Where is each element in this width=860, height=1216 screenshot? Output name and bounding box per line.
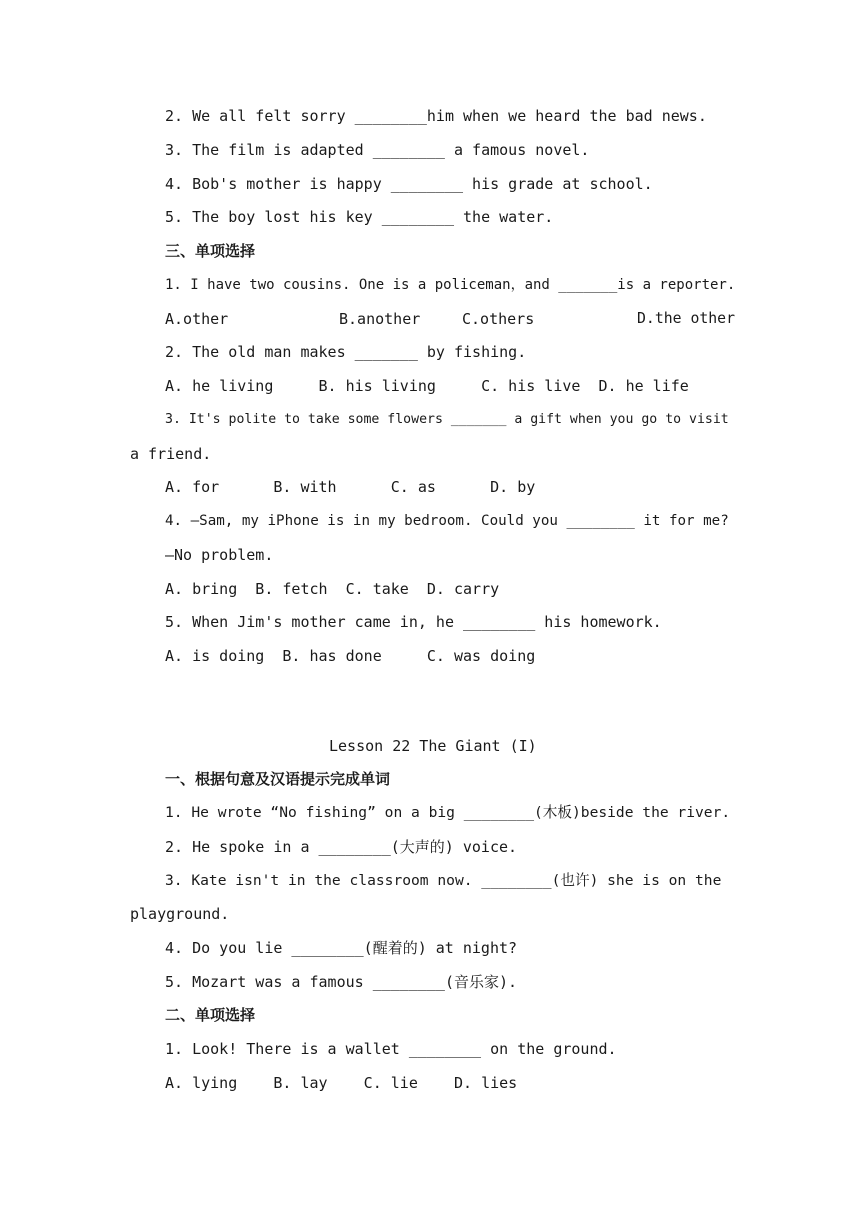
q1-option-d: D.the other [637, 310, 735, 327]
question-4-line-1: 4. —Sam, my iPhone is in my bedroom. Could you ________ it for me? [165, 513, 729, 529]
fill-in-line-3: 3. The film is adapted ________ a famous novel. [165, 141, 590, 159]
fill-in-line-4: 4. Bob's mother is happy ________ his grade at school. [165, 175, 653, 193]
section-heading-word-completion: 一、根据句意及汉语提示完成单词 [165, 770, 391, 788]
question-5: 5. When Jim's mother came in, he ________ his homework. [165, 613, 662, 631]
choice-question-1-options: A. lying B. lay C. lie D. lies [165, 1074, 518, 1092]
section-heading-multiple-choice: 三、单项选择 [165, 242, 256, 260]
choice-question-1: 1. Look! There is a wallet ________ on the ground. [165, 1040, 617, 1058]
question-3-line-2: a friend. [130, 445, 212, 463]
q1-option-c: C.others [462, 310, 535, 328]
q1-option-b: B.another [339, 310, 421, 328]
word-question-5: 5. Mozart was a famous ________(音乐家). [165, 973, 518, 991]
q5-options: A. is doing B. has done C. was doing [165, 647, 536, 665]
question-3-line-1: 3. It's polite to take some flowers _______ a gift when you go to visit [165, 412, 729, 427]
lesson-title: Lesson 22 The Giant (I) [329, 737, 537, 755]
fill-in-line-5: 5. The boy lost his key ________ the water. [165, 208, 554, 226]
word-question-2: 2. He spoke in a ________(大声的) voice. [165, 838, 518, 856]
word-question-1: 1. He wrote “No fishing” on a big ________(木板)beside the river. [165, 804, 731, 821]
question-2: 2. The old man makes _______ by fishing. [165, 343, 527, 361]
question-1: 1. I have two cousins. One is a policeman，and _______is a reporter. [165, 277, 736, 293]
q3-options: A. for B. with C. as D. by [165, 478, 536, 496]
q1-option-a: A.other [165, 310, 229, 328]
word-question-3-line-1: 3. Kate isn't in the classroom now. ________(也许) she is on the [165, 872, 722, 889]
word-question-3-line-2: playground. [130, 905, 230, 923]
q2-options: A. he living B. his living C. his live D. he life [165, 377, 689, 395]
q4-options: A. bring B. fetch C. take D. carry [165, 580, 500, 598]
section-heading-multiple-choice-2: 二、单项选择 [165, 1006, 256, 1024]
word-question-4: 4. Do you lie ________(醒着的) at night? [165, 939, 518, 957]
fill-in-line-2: 2. We all felt sorry ________him when we heard the bad news. [165, 107, 707, 125]
question-4-line-2: —No problem. [165, 546, 274, 564]
